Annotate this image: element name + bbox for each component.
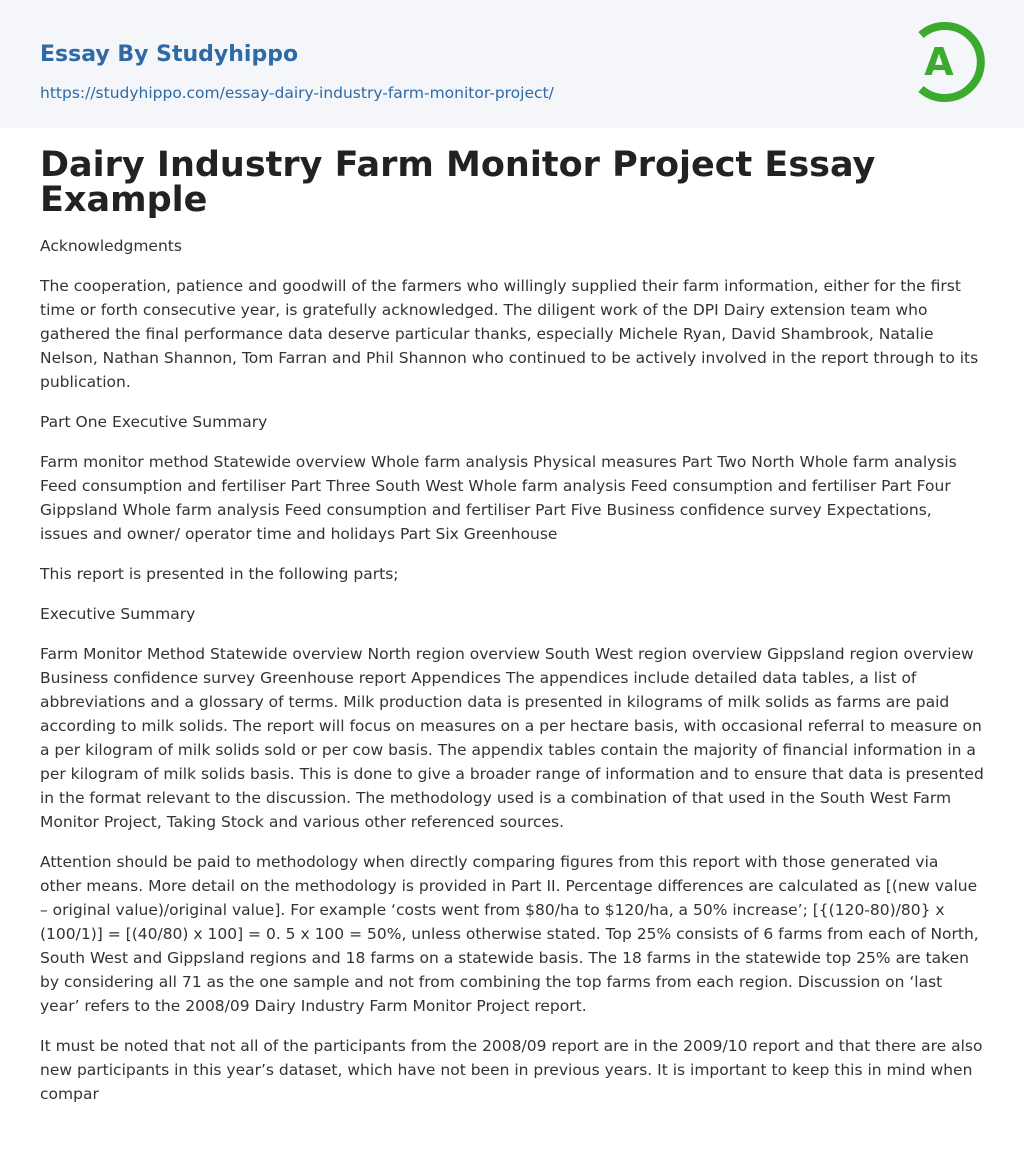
paragraph-acknowledgments-text: The cooperation, patience and goodwill of the farmers who willingly supplied their farm information, either for the first time or forth consecutive year, is gratefully acknowledged. The diligent work of the DPI Dairy extension team who gathered the final performance data deserve particular thanks, especially Michele Ryan, David Shambrook, Natalie Nelson, Nathan Shannon, Tom Farran and Phil Shannon who continued to be actively involved in the report through to its publication. [40,277,979,391]
paragraph-executive-summary: Farm Monitor Method Statewide overview North region overview South West region overview Gippsland region overview Business confidence survey Greenhouse report Appendices The appendices include detailed data tables, a list of abbreviations and a glossary of terms. Milk production data is presented in kilograms of milk solids as farms are paid according to milk solids. The report will focus on measures on a per hectare basis, with occasional referral to measure on a per kilogram of milk solids sold or per cow basis. The appendix tables contain the majority of financial information in a per kilogram of milk solids basis. This is done to give a broader range of information and to ensure that data is presented in the format relevant to the discussion. The methodology used is a combination of that used in the South West Farm Monitor Project, Taking Stock and various other referenced sources. [40,645,984,831]
studyhippo-logo-icon[interactable] [912,18,988,106]
heading-part-one: Part One Executive Summary [40,413,268,431]
article [0,145,1024,1106]
logo-letter: A [924,40,954,84]
paragraph-participants-note: It must be noted that not all of the participants from the 2008/09 report are in the 2009/10 report and that there are also new participants in this year’s dataset, which have not been in previous years. It is important to keep this in mind when compar [40,1037,983,1103]
article-title: Dairy Industry Farm Monitor Project Essay Example [40,145,876,220]
source-url-link[interactable]: https://studyhippo.com/essay-dairy-industry-farm-monitor-project/ [40,84,554,102]
heading-acknowledgments: Acknowledgments [40,237,182,255]
site-header [0,0,1024,128]
paragraph-methodology: Attention should be paid to methodology when directly comparing figures from this report with those generated via other means. More detail on the methodology is provided in Part II. Percentage differences are calculated as [(new value – original value)/original value]. For example ‘costs went from $80/ha to $120/ha, a 50% increase’; [{(120-80)/80} x (100/1)] = [(40/80) x 100] = 0. 5 x 100 = 50%, unless otherwise stated. Top 25% consists of 6 farms from each of North, South West and Gippsland regions and 18 farms on a statewide basis. The 18 farms in the statewide top 25% are taken by considering all 71 as the one sample and not from combining the top farms from each region. Discussion on ‘last year’ refers to the 2008/09 Dairy Industry Farm Monitor Project report. [40,853,979,1015]
site-brand[interactable]: Essay By Studyhippo [40,42,299,67]
paragraph-report-parts: This report is presented in the following parts; [40,565,399,583]
paragraph-contents-list: Farm monitor method Statewide overview Whole farm analysis Physical measures Part Two North Whole farm analysis Feed consumption and fertiliser Part Three South West Whole farm analysis Feed consumption and fertiliser Part Four Gippsland Whole farm analysis Feed consumption and fertiliser Part Five Business confidence survey Expectations, issues and owner/ operator time and holidays Part Six Greenhouse [40,453,957,543]
heading-executive-summary: Executive Summary [40,605,196,623]
